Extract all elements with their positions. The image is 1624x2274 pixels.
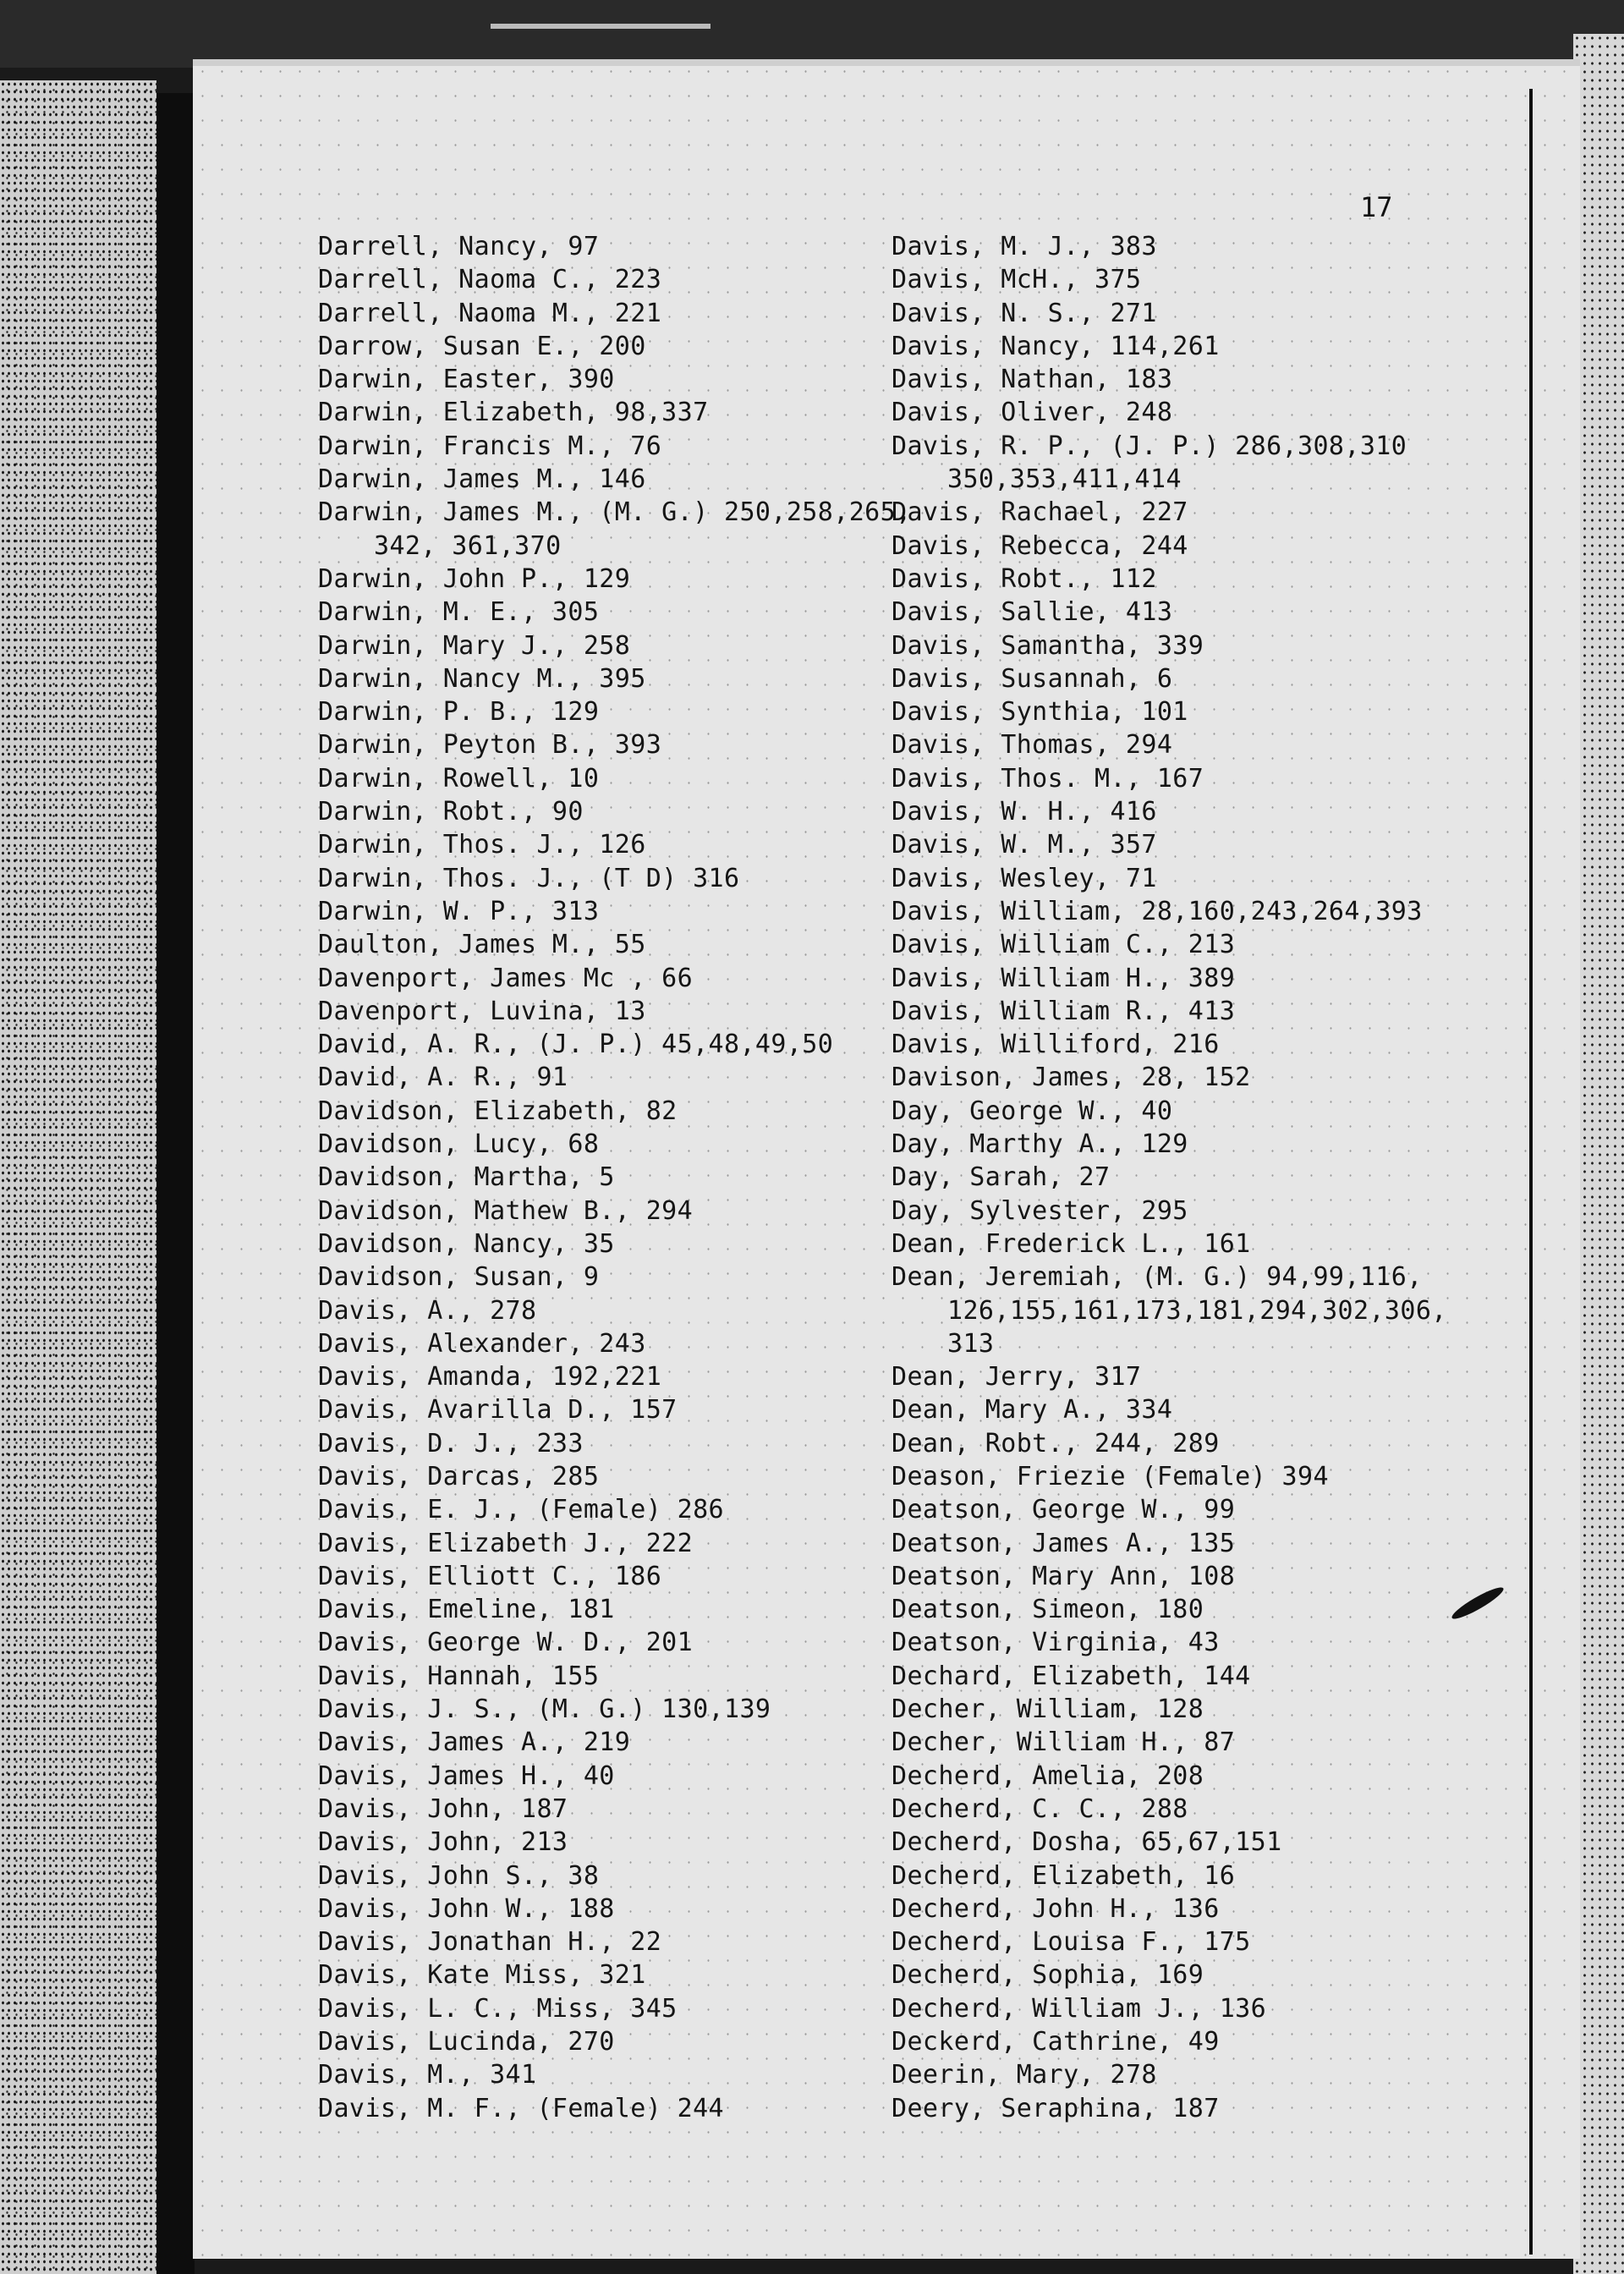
index-entry: Decherd, John H., 136 bbox=[892, 1893, 1220, 1924]
index-entry: Decher, William H., 87 bbox=[892, 1727, 1236, 1758]
index-entry: Davidson, Elizabeth, 82 bbox=[318, 1096, 678, 1126]
index-entry-continuation: 313 bbox=[947, 1328, 995, 1359]
index-entry: Davis, Wesley, 71 bbox=[892, 863, 1157, 893]
index-column-left bbox=[318, 230, 912, 2125]
index-entry: Decherd, C. C., 288 bbox=[892, 1793, 1188, 1824]
index-entry-continuation: 126,155,161,173,181,294,302,306, bbox=[947, 1295, 1447, 1326]
index-entry: Day, Sarah, 27 bbox=[892, 1162, 1111, 1193]
index-entry: Decherd, Sophia, 169 bbox=[892, 1960, 1204, 1991]
index-entry: Davidson, Lucy, 68 bbox=[318, 1129, 600, 1160]
index-entry: Darrow, Susan E., 200 bbox=[318, 331, 646, 361]
index-entry: Deatson, Virginia, 43 bbox=[892, 1628, 1220, 1658]
index-entry-continuation: 350,353,411,414 bbox=[947, 464, 1182, 495]
index-entry: Davis, James A., 219 bbox=[318, 1727, 631, 1758]
index-entry: Darrell, Naoma C., 223 bbox=[318, 265, 662, 295]
index-entry: Darwin, Thos. J., 126 bbox=[318, 830, 646, 860]
index-entry: Darrell, Naoma M., 221 bbox=[318, 298, 662, 328]
index-entry: Davis, Sallie, 413 bbox=[892, 597, 1173, 628]
index-entry: Davis, John, 187 bbox=[318, 1793, 568, 1824]
index-entry: Davis, J. S., (M. G.) 130,139 bbox=[318, 1695, 771, 1725]
index-entry: Decherd, Elizabeth, 16 bbox=[892, 1860, 1236, 1891]
index-entry: Davidson, Martha, 5 bbox=[318, 1162, 615, 1193]
index-entry: David, A. R., 91 bbox=[318, 1063, 568, 1093]
index-entry: Davis, Rebecca, 244 bbox=[892, 530, 1188, 561]
index-entry: Davis, Jonathan H., 22 bbox=[318, 1927, 662, 1958]
index-entry: Decherd, Louisa F., 175 bbox=[892, 1927, 1251, 1958]
index-entry: Davis, Susannah, 6 bbox=[892, 663, 1173, 694]
index-entry: Davis, Darcas, 285 bbox=[318, 1461, 600, 1491]
index-entry: Deason, Friezie (Female) 394 bbox=[892, 1461, 1329, 1491]
index-entry: Davis, Nathan, 183 bbox=[892, 365, 1173, 395]
index-entry: Darwin, Francis M., 76 bbox=[318, 431, 662, 461]
index-entry: Darwin, James M., (M. G.) 250,258,265, bbox=[318, 497, 912, 528]
index-entry: Davis, M. J., 383 bbox=[892, 232, 1157, 261]
index-entry: Davis, Alexander, 243 bbox=[318, 1328, 646, 1359]
index-entry: Decher, William, 128 bbox=[892, 1695, 1204, 1725]
index-entry: Decherd, William J., 136 bbox=[892, 1993, 1267, 2024]
index-entry: Darwin, Peyton B., 393 bbox=[318, 730, 662, 761]
index-entry: Davison, James, 28, 152 bbox=[892, 1063, 1251, 1093]
index-entry: Davidson, Susan, 9 bbox=[318, 1262, 600, 1293]
index-entry: Darwin, Robt., 90 bbox=[318, 797, 584, 827]
index-entry: Davis, John, 213 bbox=[318, 1827, 568, 1858]
index-entry: Davis, Elliott C., 186 bbox=[318, 1561, 662, 1591]
index-entry: Davis, William R., 413 bbox=[892, 996, 1236, 1026]
page-number: 17 bbox=[1360, 191, 1393, 223]
index-entry: Davis, D. J., 233 bbox=[318, 1428, 584, 1458]
index-entry: Davenport, James Mc , 66 bbox=[318, 963, 694, 993]
index-entry: Davis, M., 341 bbox=[318, 2060, 537, 2090]
index-entry: Deery, Seraphina, 187 bbox=[892, 2093, 1220, 2123]
binding-shadow bbox=[156, 93, 195, 2274]
scan-top-border bbox=[0, 0, 1624, 68]
index-entry: Darwin, John P., 129 bbox=[318, 563, 631, 594]
index-entry: Davis, Synthia, 101 bbox=[892, 697, 1188, 728]
scan-right-border bbox=[1573, 34, 1624, 2274]
index-entry: Darwin, Mary J., 258 bbox=[318, 630, 631, 661]
index-entry: Deerin, Mary, 278 bbox=[892, 2060, 1157, 2090]
index-entry: Davis, William H., 389 bbox=[892, 963, 1236, 993]
index-entry: David, A. R., (J. P.) 45,48,49,50 bbox=[318, 1030, 834, 1060]
index-entry: Davis, Hannah, 155 bbox=[318, 1661, 600, 1691]
index-entry: Davis, William, 28,160,243,264,393 bbox=[892, 896, 1423, 926]
index-entry: Daulton, James M., 55 bbox=[318, 930, 646, 960]
index-entry: Davis, Emeline, 181 bbox=[318, 1595, 615, 1625]
index-entry: Darwin, Elizabeth, 98,337 bbox=[318, 398, 709, 428]
index-entry-continuation: 342, 361,370 bbox=[374, 530, 562, 561]
index-entry: Davis, Oliver, 248 bbox=[892, 398, 1173, 428]
index-entry: Deckerd, Cathrine, 49 bbox=[892, 2027, 1220, 2057]
index-entry: Decherd, Dosha, 65,67,151 bbox=[892, 1827, 1282, 1858]
index-entry: Davidson, Mathew B., 294 bbox=[318, 1195, 694, 1226]
index-entry: Davidson, Nancy, 35 bbox=[318, 1228, 615, 1259]
index-entry: Deatson, Mary Ann, 108 bbox=[892, 1561, 1236, 1591]
index-entry: Davis, William C., 213 bbox=[892, 930, 1236, 960]
index-entry: Dean, Jeremiah, (M. G.) 94,99,116, bbox=[892, 1262, 1423, 1293]
index-entry: Davis, John W., 188 bbox=[318, 1893, 615, 1924]
index-entry: Davis, McH., 375 bbox=[892, 265, 1142, 295]
index-entry: Day, Marthy A., 129 bbox=[892, 1129, 1188, 1160]
index-entry: Darwin, Nancy M., 395 bbox=[318, 663, 646, 694]
index-entry: Davis, Nancy, 114,261 bbox=[892, 331, 1220, 361]
index-entry: Davis, M. F., (Female) 244 bbox=[318, 2093, 724, 2123]
index-entry: Davis, Samantha, 339 bbox=[892, 630, 1204, 661]
index-entry: Deatson, James A., 135 bbox=[892, 1528, 1236, 1558]
index-entry: Darwin, P. B., 129 bbox=[318, 697, 600, 728]
index-entry: Darwin, Thos. J., (T D) 316 bbox=[318, 863, 740, 893]
page-margin-rule bbox=[1529, 89, 1533, 2255]
index-entry: Decherd, Amelia, 208 bbox=[892, 1760, 1204, 1791]
index-entry: Davis, Robt., 112 bbox=[892, 563, 1157, 594]
index-entry: Darwin, W. P., 313 bbox=[318, 896, 600, 926]
index-entry: Davis, E. J., (Female) 286 bbox=[318, 1495, 724, 1525]
index-entry: Deatson, Simeon, 180 bbox=[892, 1595, 1204, 1625]
index-entry: Dean, Jerry, 317 bbox=[892, 1362, 1142, 1392]
index-entry: Dean, Robt., 244, 289 bbox=[892, 1428, 1220, 1458]
index-entry: Davis, R. P., (J. P.) 286,308,310 bbox=[892, 431, 1407, 461]
adjacent-page-edge bbox=[0, 80, 156, 2274]
index-entry: Darwin, Easter, 390 bbox=[318, 365, 615, 395]
index-entry: Davis, Kate Miss, 321 bbox=[318, 1960, 646, 1991]
index-entry: Davis, Avarilla D., 157 bbox=[318, 1395, 678, 1425]
index-entry: Day, Sylvester, 295 bbox=[892, 1195, 1188, 1226]
index-entry: Davis, George W. D., 201 bbox=[318, 1628, 694, 1658]
index-entry: Davis, Elizabeth J., 222 bbox=[318, 1528, 694, 1558]
index-entry: Davis, Lucinda, 270 bbox=[318, 2027, 615, 2057]
index-entry: Darwin, M. E., 305 bbox=[318, 597, 600, 628]
index-entry: Davenport, Luvina, 13 bbox=[318, 996, 646, 1026]
index-entry: Davis, Thomas, 294 bbox=[892, 730, 1173, 761]
index-entry: Dechard, Elizabeth, 144 bbox=[892, 1661, 1251, 1691]
index-entry: Davis, Thos. M., 167 bbox=[892, 763, 1204, 794]
index-entry: Deatson, George W., 99 bbox=[892, 1495, 1236, 1525]
index-entry: Davis, Rachael, 227 bbox=[892, 497, 1188, 528]
index-entry: Davis, L. C., Miss, 345 bbox=[318, 1993, 678, 2024]
index-entry: Davis, James H., 40 bbox=[318, 1760, 615, 1791]
index-entry: Dean, Frederick L., 161 bbox=[892, 1228, 1251, 1259]
index-entry: Day, George W., 40 bbox=[892, 1096, 1173, 1126]
index-entry: Dean, Mary A., 334 bbox=[892, 1395, 1173, 1425]
index-entry: Davis, Williford, 216 bbox=[892, 1030, 1220, 1060]
index-entry: Davis, W. H., 416 bbox=[892, 797, 1157, 827]
index-entry: Davis, W. M., 357 bbox=[892, 830, 1157, 860]
index-entry: Davis, Amanda, 192,221 bbox=[318, 1362, 662, 1392]
index-entry: Darwin, Rowell, 10 bbox=[318, 763, 600, 794]
index-entry: Davis, A., 278 bbox=[318, 1295, 537, 1326]
index-column-right bbox=[892, 230, 1447, 2125]
index-entry: Davis, John S., 38 bbox=[318, 1860, 600, 1891]
index-entry: Darrell, Nancy, 97 bbox=[318, 232, 600, 261]
scan-speck bbox=[491, 24, 710, 29]
index-entry: Darwin, James M., 146 bbox=[318, 464, 646, 495]
index-entry: Davis, N. S., 271 bbox=[892, 298, 1157, 328]
